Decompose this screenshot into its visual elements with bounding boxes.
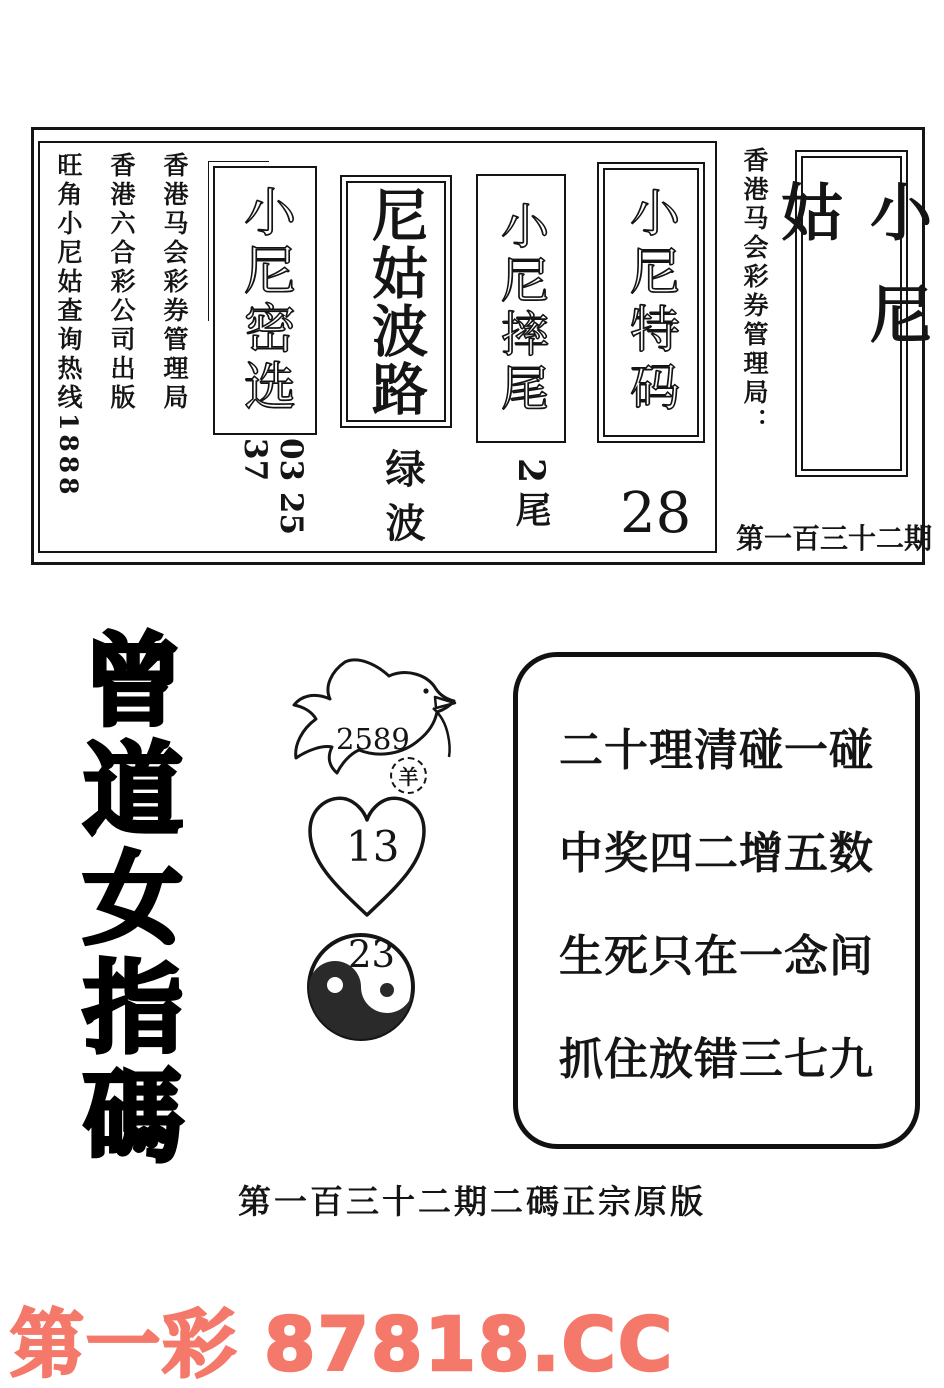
dove-number: 2589 bbox=[336, 722, 410, 756]
zodiac-label: 羊 bbox=[398, 765, 419, 789]
wave-road-box bbox=[340, 175, 452, 428]
tail-box-title: 小尼摔尾 bbox=[492, 200, 549, 417]
poem-line-3: 生死只在一念间 bbox=[559, 931, 874, 982]
bureau-column-right: 香港马会彩券管理局： bbox=[740, 147, 769, 437]
wave-road-value: 绿波 bbox=[379, 448, 426, 556]
poem-box bbox=[513, 652, 920, 1149]
secret-picks-box bbox=[213, 166, 317, 435]
special-number-box bbox=[597, 162, 705, 443]
headline: 曾道女指碼 bbox=[66, 628, 183, 1173]
brand-box bbox=[770, 150, 933, 477]
bureau-column-left: 香港马会彩券管理局 bbox=[160, 152, 189, 413]
poem-line-2: 中奖四二增五数 bbox=[559, 828, 874, 879]
publisher-column: 香港六合彩公司出版 bbox=[107, 152, 136, 413]
taiji-number: 23 bbox=[348, 933, 396, 976]
tail-box-value: 2尾 bbox=[510, 458, 552, 536]
site-banner bbox=[10, 1286, 674, 1388]
hotline-column: 旺角小尼姑查询热线1888 bbox=[54, 152, 83, 499]
yinyang-white-eye bbox=[327, 977, 343, 993]
yinyang-dark-eye bbox=[380, 983, 394, 997]
secret-picks-numbers: 03 25 37 bbox=[237, 438, 309, 536]
tail-box bbox=[476, 174, 566, 443]
footnote: 第一百三十二期二碼正宗原版 bbox=[238, 1182, 706, 1221]
site-brand: 第一彩 bbox=[10, 1302, 238, 1388]
poem-line-4: 抓住放错三七九 bbox=[559, 1034, 874, 1085]
wave-road-title: 尼姑波路 bbox=[363, 185, 429, 418]
site-url: 87818.CC bbox=[264, 1302, 675, 1388]
special-number-value: 28 bbox=[620, 481, 692, 546]
dove-eye bbox=[423, 688, 428, 693]
issue-label: 第一百三十二期 bbox=[735, 522, 932, 555]
secret-picks-title: 小尼密选 bbox=[234, 184, 295, 417]
heart-number: 13 bbox=[346, 822, 400, 871]
poem-line-1: 二十理清碰一碰 bbox=[559, 725, 874, 776]
special-number-title: 小尼特码 bbox=[622, 186, 680, 419]
brand-title: 小尼姑 bbox=[770, 180, 933, 384]
